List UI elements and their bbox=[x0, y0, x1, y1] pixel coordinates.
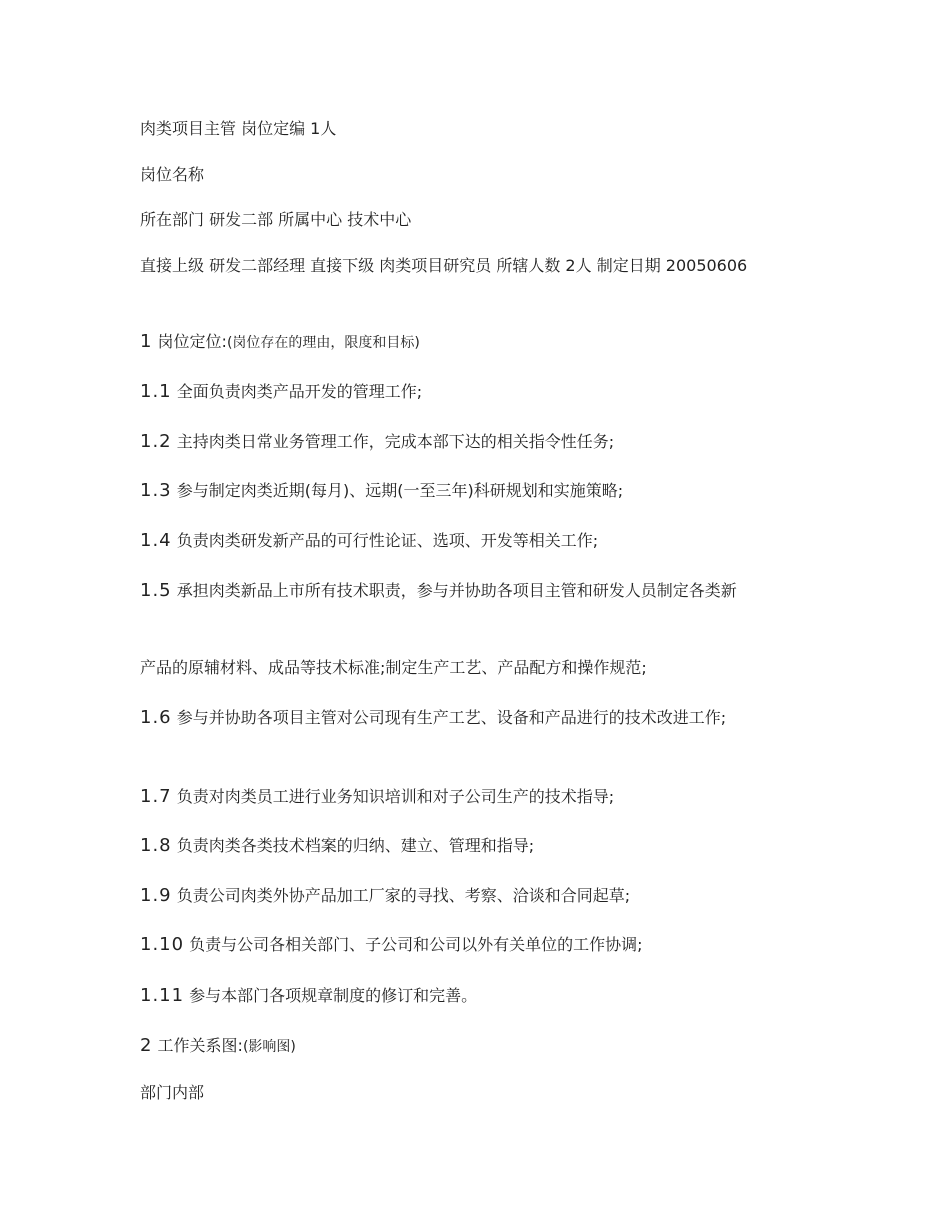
header-line-3: 所在部门 研发二部 所属中心 技术中心 bbox=[140, 210, 412, 229]
item-1-11: 1.11 参与本部门各项规章制度的修订和完善。 bbox=[140, 985, 478, 1006]
item-1-3: 1.3 参与制定肉类近期(每月)、远期(一至三年)科研规划和实施策略; bbox=[140, 480, 624, 501]
item-1-6: 1.6 参与并协助各项目主管对公司现有生产工艺、设备和产品进行的技术改进工作; bbox=[140, 707, 727, 728]
section-2-note: (影响图) bbox=[242, 1039, 296, 1055]
item-1-9: 1.9 负责公司肉类外协产品加工厂家的寻找、考察、洽谈和合同起草; bbox=[140, 885, 631, 906]
item-1-8: 1.8 负责肉类各类技术档案的归纳、建立、管理和指导; bbox=[140, 835, 535, 856]
section-2-sub: 部门内部 bbox=[140, 1083, 205, 1102]
item-1-5: 1.5 承担肉类新品上市所有技术职责，参与并协助各项目主管和研发人员制定各类新 bbox=[140, 580, 737, 601]
item-1-7: 1.7 负责对肉类员工进行业务知识培训和对子公司生产的技术指导; bbox=[140, 786, 615, 807]
section-1-heading bbox=[140, 329, 820, 356]
header-line-2: 岗位名称 bbox=[140, 165, 205, 184]
section-2-heading bbox=[140, 1033, 820, 1060]
item-1-5-continued: 产品的原辅材料、成品等技术标准;制定生产工艺、产品配方和操作规范; bbox=[140, 658, 647, 677]
section-1-note: (岗位存在的理由，限度和目标) bbox=[226, 335, 420, 351]
section-1-title: 岗位定位: bbox=[157, 332, 227, 351]
section-2-number: 2 bbox=[140, 1035, 153, 1056]
item-1-4: 1.4 负责肉类研发新产品的可行性论证、选项、开发等相关工作; bbox=[140, 530, 599, 551]
header-line-4: 直接上级 研发二部经理 直接下级 肉类项目研究员 所辖人数 2人 制定日期 20050606 bbox=[140, 256, 748, 275]
section-2-title: 工作关系图: bbox=[157, 1036, 243, 1055]
item-1-2: 1.2 主持肉类日常业务管理工作，完成本部下达的相关指令性任务; bbox=[140, 431, 615, 452]
item-1-10: 1.10 负责与公司各相关部门、子公司和公司以外有关单位的工作协调; bbox=[140, 934, 643, 955]
section-1-number: 1 bbox=[140, 331, 153, 352]
header-line-1: 肉类项目主管 岗位定编 1人 bbox=[140, 119, 337, 138]
item-1-1: 1.1 全面负责肉类产品开发的管理工作; bbox=[140, 381, 423, 402]
